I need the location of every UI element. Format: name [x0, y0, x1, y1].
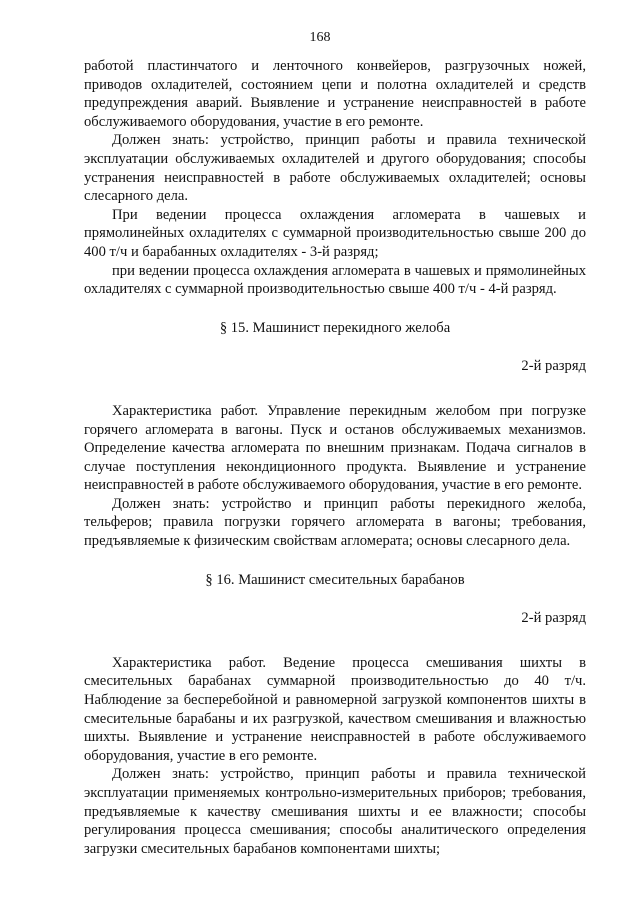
page-number: 168	[309, 30, 331, 45]
intro-paragraph-continuation: работой пластинчатого и ленточного конвейеров, разгрузочных ножей, приводов охладителей, состоянием цепи и полотна охладителей и средств предупреждения аварий. Выявление и устранение неисправностей в работе обслуживаемого оборудования, участие в его ремонте.	[84, 58, 586, 130]
section-16-title: § 16. Машинист смесительных барабанов	[205, 571, 465, 588]
intro-paragraph-knowledge: Должен знать: устройство, принцип работы и правила технической эксплуатации обслуживаемых охладителей и другого оборудования; способы устранения неисправностей в работе обслуживаемых охладителей; основы слесарного дела.	[84, 132, 586, 205]
section-16-grade: 2-й разряд	[521, 610, 586, 627]
intro-paragraph-grade-3: При ведении процесса охлаждения агломерата в чашевых и прямолинейных охладителях с суммарной производительностью свыше 200 до 400 т/ч и барабанных охладителях - 3-й разряд;	[84, 206, 586, 260]
section-15-grade: 2-й разряд	[521, 358, 586, 375]
intro-paragraph-grade-4: при ведении процесса охлаждения агломерата в чашевых и прямолинейных охладителях с суммарной производительностью свыше 400 т/ч - 4-й разряд.	[84, 262, 586, 298]
document-body	[84, 57, 586, 858]
section-16-work-description: Характеристика работ. Ведение процесса смешивания шихты в смесительных барабанах суммарной производительностью до 40 т/ч. Наблюдение за бесперебойной и равномерной загрузкой компонентов шихты в смесительные барабаны и их разгрузкой, качеством смешивания и влажностью шихты. Выявление и устранение неисправностей в работе обслуживаемого оборудования, участие в его ремонте.	[84, 654, 586, 764]
section-15-title: § 15. Машинист перекидного желоба	[219, 319, 451, 336]
section-16-knowledge: Должен знать: устройство, принцип работы и правила технической эксплуатации применяемых контрольно-измерительных приборов; требования, предъявляемые к качеству смешивания шихты и ее влажности; способы регулирования процесса смешивания; способы аналитического определения загрузки смесительных барабанов компонентами шихты;	[84, 766, 586, 857]
section-15-knowledge: Должен знать: устройство и принцип работы перекидного желоба, тельферов; правила погрузки горячего агломерата в вагоны; требования, предъявляемые к физическим свойствам агломерата; основы слесарного дела.	[84, 495, 586, 550]
section-15-work-description: Характеристика работ. Управление перекидным желобом при погрузке горячего агломерата в вагоны. Пуск и останов обслуживаемых механизмов. Определение качества агломерата по внешним признакам. Подача сигналов в случае поступления некондиционного продукта. Выявление и устранение неисправностей в работе обслуживаемого оборудования, участие в его ремонте.	[84, 402, 586, 494]
